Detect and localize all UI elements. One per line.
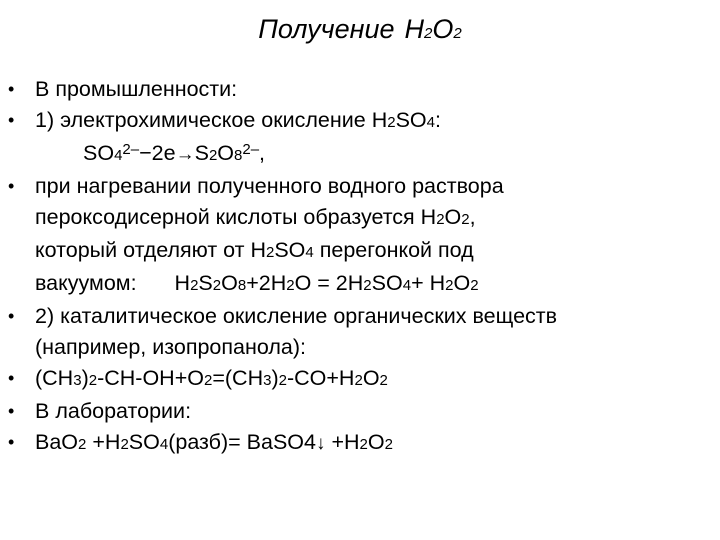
title-formula: H2O2 (404, 14, 462, 44)
bullet-dot: • (8, 401, 15, 421)
right-arrow-icon: → (175, 144, 195, 165)
slide-title (0, 14, 720, 45)
bullet-text: (например, изопропанола): (35, 335, 306, 359)
bullet-text: В промышленности: (35, 77, 238, 101)
list-item (8, 105, 720, 171)
reaction-equation: BaO2 +H2SO4(разб)= BaSO4↓ +H2O2 (35, 430, 393, 454)
bullet-dot: • (8, 306, 15, 326)
bullet-text: 1) электрохимическое окисление H2SO4: (35, 108, 441, 132)
bullet-dot: • (8, 368, 15, 388)
bullet-text: В лаборатории: (35, 399, 192, 423)
list-item (8, 301, 720, 363)
list-item (8, 427, 720, 460)
bullet-text: при нагревании полученного водного раствора (35, 174, 504, 198)
list-item (8, 74, 720, 105)
title-word: Получение (258, 14, 395, 44)
bullet-text: 2) каталитическое окисление органических веществ (35, 304, 558, 328)
bullet-list (8, 74, 720, 460)
reaction-equation: вакуумом: H2S2O8+2H2O = 2H2SO4+ H2O2 (35, 271, 479, 295)
list-item (8, 396, 720, 427)
down-arrow-icon: ↓ (315, 433, 326, 454)
list-item (8, 171, 720, 301)
bullet-dot: • (8, 432, 15, 452)
list-item (8, 363, 720, 396)
reaction-equation: $SO4^{2-}-2e\to S2O8^{2-}$, (83, 141, 266, 165)
bullet-dot: • (8, 79, 15, 99)
reaction-equation: (CH3)2-CH-OH+O2=(CH3)2-CO+H2O2 (35, 366, 388, 390)
bullet-dot: • (8, 110, 15, 130)
bullet-text: пероксодисерной кислоты образуется H2O2, (35, 205, 476, 229)
bullet-text: который отделяют от H2SO4 перегонкой под (35, 238, 474, 262)
bullet-dot: • (8, 176, 15, 196)
